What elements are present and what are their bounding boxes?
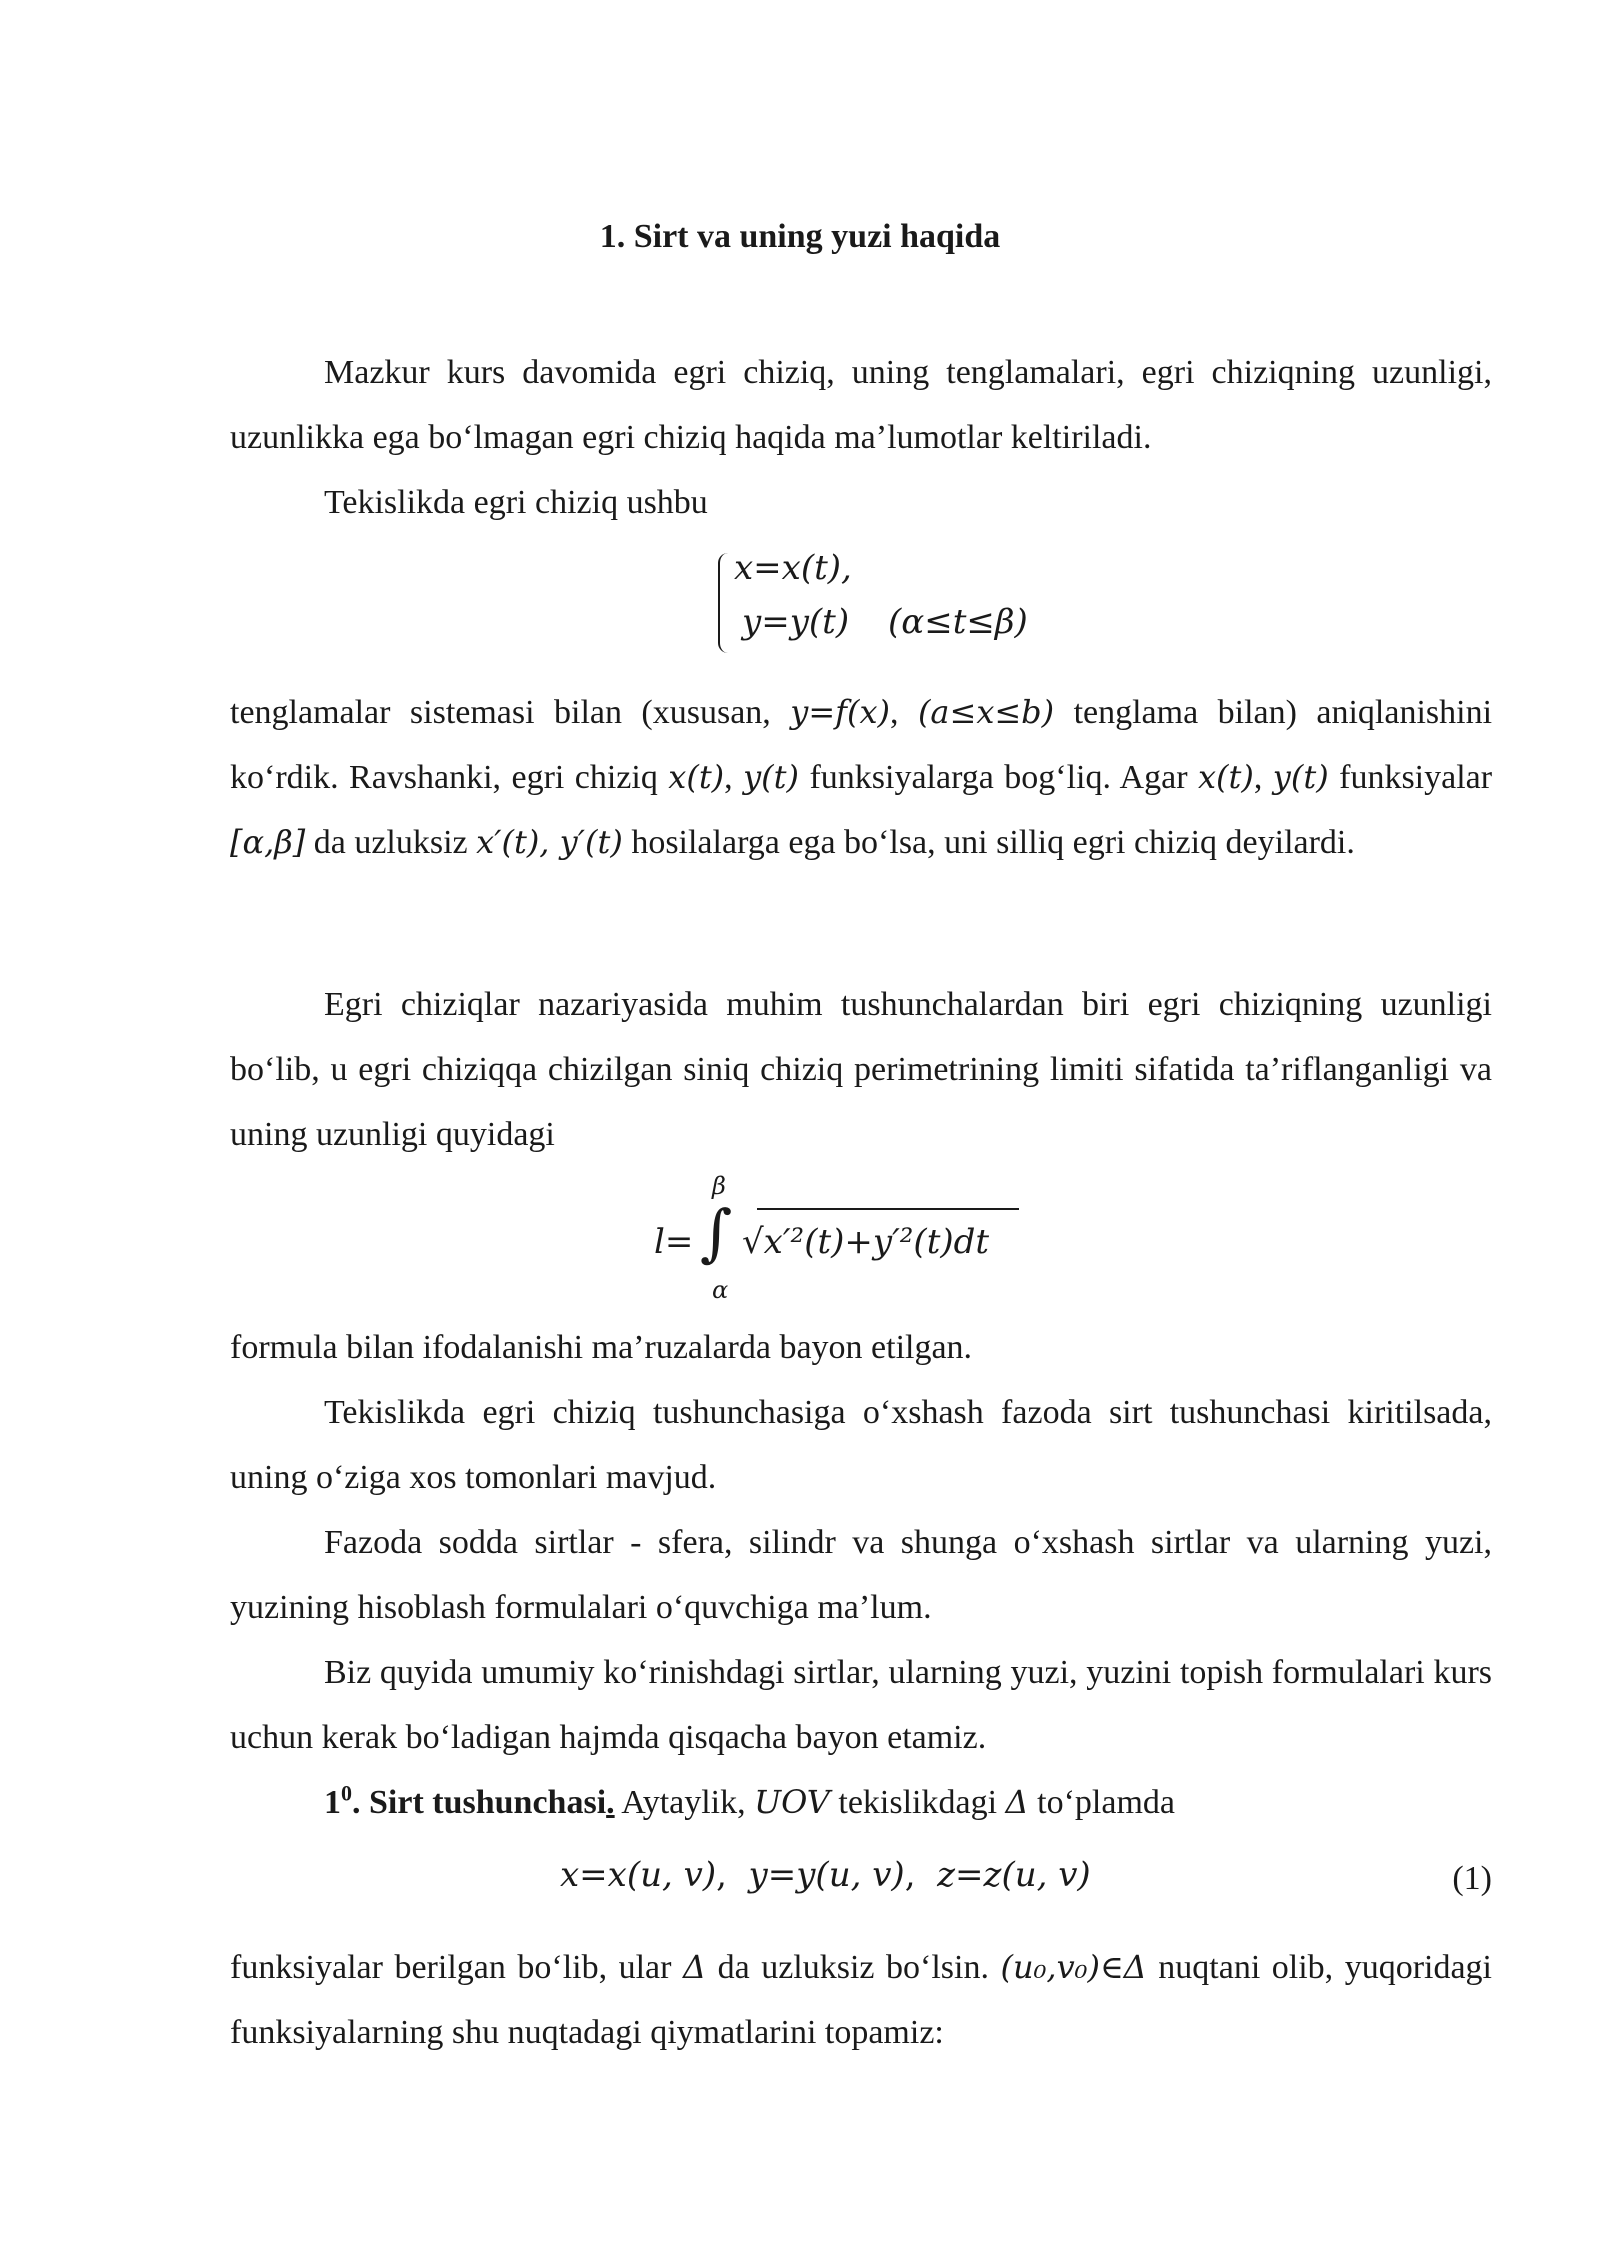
text-segment: nuqtani olib, yuqoridagi funksiyalarning shu nuqtadagi qiymatlarini topamiz: [230, 1949, 1493, 2051]
math-inline: y=f(x) [790, 693, 890, 731]
integral-upper-limit: β [712, 1172, 726, 1200]
paragraph-system-intro: Tekislikda egri chiziq ushbu [324, 484, 708, 521]
system-equation-y: y=y(t) [742, 602, 850, 642]
integral-body: √x′²(t)+y′²(t)dt [742, 1222, 990, 1262]
text-segment: da uzluksiz bo‘lsin. [717, 1949, 989, 1986]
sqrt-bar [757, 1208, 1019, 1210]
integral-lhs: l= [654, 1222, 694, 1262]
text-segment: tenglamalar sistemasi bilan (xususan, [230, 694, 771, 731]
section-title: 1. Sirt va uning yuzi haqida [599, 218, 1001, 255]
text-comma: , [724, 759, 733, 796]
paragraph-functions [230, 1935, 1492, 2065]
text-segment: tekislikdagi [838, 1784, 998, 1821]
math-inline: Δ [1005, 1783, 1029, 1821]
integral-sign: ∫ [700, 1196, 733, 1269]
math-inline: Δ [682, 1948, 707, 1986]
paragraph-smooth-curve [230, 680, 1492, 875]
paragraph-formula-note: formula bilan ifodalanishi ma’ruzalarda bayon etilgan. [230, 1329, 973, 1366]
text-comma: , [890, 694, 899, 731]
paragraph-surface-definition [230, 1770, 1492, 1835]
integral-lower-limit: α [712, 1276, 729, 1304]
paragraph-intro: Mazkur kurs davomida egri chiziq, uning tenglamalari, egri chiziqning uzunligi, uzunlikka ega bo‘lmagan egri chiziq haqida ma’lumotlar keltiriladi. [230, 354, 1492, 456]
system-condition: (α≤t≤β) [888, 602, 1028, 642]
equation-number: (1) [1452, 1860, 1492, 1897]
paragraph-curve-length: Egri chiziqlar nazariyasida muhim tushunchalardan biri egri chiziqning uzunligi bo‘lib, u egri chiziqqa chizilgan siniq chiziq perimetrining limiti sifatida ta’riflanganligi va uning uzunligi quyidagi [230, 986, 1492, 1153]
text-segment: funksiyalarga bog‘liq. Agar [809, 759, 1188, 796]
math-inline: x(t) [1197, 758, 1254, 796]
system-equation-x: x=x(t), [734, 548, 852, 588]
text-segment: da uzluksiz [313, 824, 468, 861]
text-comma: , [1253, 759, 1263, 796]
math-inline: (a≤x≤b) [917, 693, 1055, 731]
math-inline: x′(t), y′(t) [476, 823, 623, 861]
paragraph-plan: Biz quyida umumiy ko‘rinishdagi sirtlar, ularning yuzi, yuzini topish formulalari kurs uchun kerak bo‘ladigan hajmda qisqacha bayon etamiz. [230, 1654, 1492, 1756]
section-number: $1^0$. Sirt tushunchasi. [324, 1780, 615, 1821]
equation-1: x=x(u, v), y=y(u, v), z=z(u, v) [560, 1855, 1091, 1895]
text-segment: funksiyalar [1339, 759, 1493, 796]
text-segment: tenglama bilan) aniqlanishini ko‘rdik. Ravshanki, egri chiziq [230, 694, 1493, 796]
paragraph-surface-concept: Tekislikda egri chiziq tushunchasiga o‘xshash fazoda sirt tushunchasi kiritilsada, uning o‘ziga xos tomonlari mavjud. [230, 1394, 1492, 1496]
system-brace [718, 553, 732, 653]
math-inline: [α,β] [230, 823, 306, 861]
math-inline: y(t) [1272, 758, 1329, 796]
math-inline: y(t) [743, 758, 799, 796]
text-segment: hosilalarga ega bo‘lsa, uni silliq egri chiziq deyilardi. [631, 824, 1355, 861]
math-inline: x(t) [668, 758, 725, 796]
math-inline: (u₀,v₀)∈Δ [1000, 1948, 1147, 1986]
text-segment: Aytaylik, [614, 1784, 746, 1821]
text-segment: to‘plamda [1037, 1784, 1175, 1821]
paragraph-simple-surfaces: Fazoda sodda sirtlar - sfera, silindr va shunga o‘xshash sirtlar va ularning yuzi, yuzining hisoblash formulalari o‘quvchiga ma’lum. [230, 1524, 1492, 1626]
math-inline: UOV [754, 1783, 830, 1821]
text-segment: funksiyalar berilgan bo‘lib, ular [230, 1949, 672, 1986]
